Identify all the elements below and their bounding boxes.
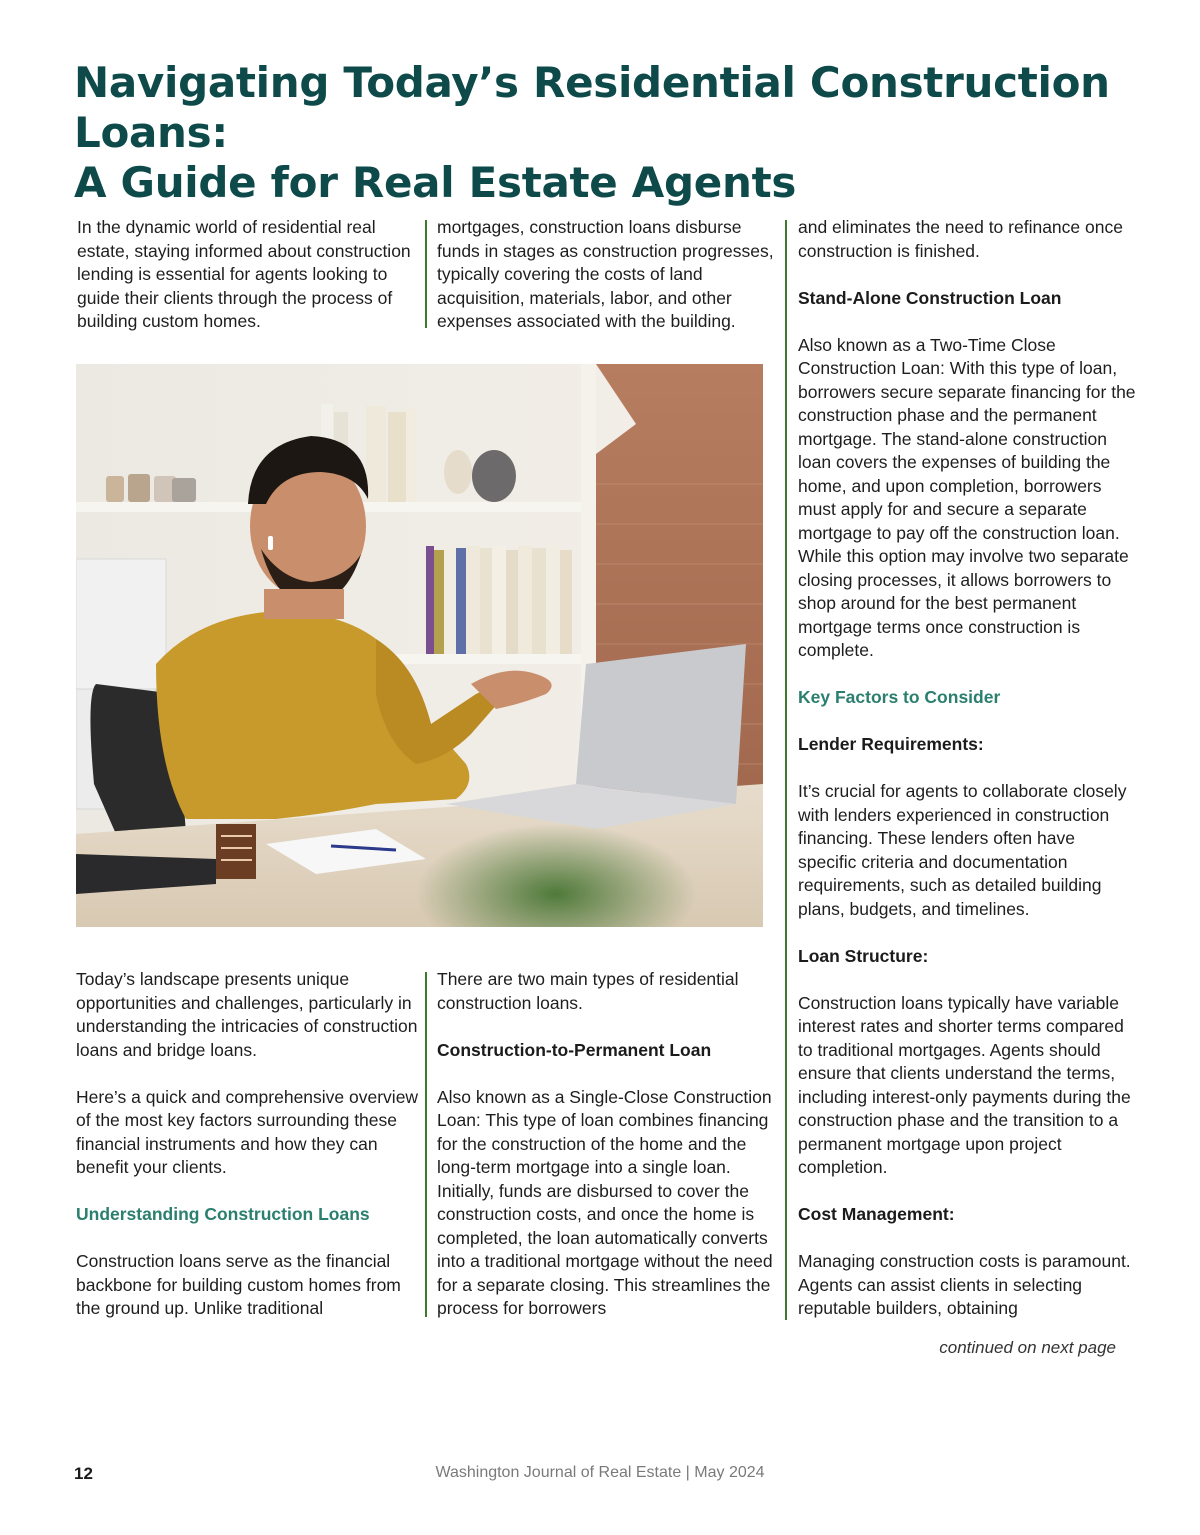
subheading: Construction-to-Permanent Loan: [437, 1039, 712, 1060]
paragraph: Here’s a quick and comprehensive overview of the most key factors surrounding these financial instruments and how they can benefit your clients.: [76, 1086, 419, 1177]
article-photo: [76, 364, 763, 927]
subheading: Cost Management:: [798, 1204, 955, 1224]
column-3: [798, 216, 1136, 1321]
section-heading: Key Factors to Consider: [798, 687, 1001, 707]
continued-note: continued on next page: [939, 1338, 1116, 1357]
title-line-1: Navigating Today’s Residential Construction Loans:: [74, 58, 1110, 157]
column-2-top: [437, 216, 782, 334]
column-divider: [785, 220, 787, 1320]
paragraph: Managing construction costs is paramount. Agents can assist clients in selecting reputable builders, obtaining: [798, 1251, 1131, 1318]
column-divider: [425, 220, 427, 328]
column-2-bottom: [437, 968, 779, 1321]
paragraph: Today’s landscape presents unique opportunities and challenges, particularly in understanding the intricacies of construction loans and bridge loans.: [76, 969, 418, 1060]
paragraph: Construction loans serve as the financial backbone for building custom homes from the ground up. Unlike traditional: [76, 1251, 401, 1318]
paragraph: mortgages, construction loans disburse funds in stages as construction progresses, typically covering the costs of land acquisition, materials, labor, and other expenses associated with the building.: [437, 217, 774, 331]
subheading: Loan Structure:: [798, 945, 929, 966]
page-number: 12: [74, 1464, 93, 1483]
column-divider: [425, 972, 427, 1317]
paragraph: There are two main types of residential construction loans.: [437, 969, 739, 1013]
paragraph: Also known as a Single-Close Construction Loan: This type of loan combines financing for the construction of the home and the long-term mortgage into a single loan. Initially, funds are disbursed to cover the construction costs, and once the home is completed, the loan automatically converts into a traditional mortgage without the need for a separate closing. This streamlines the process for borrowers: [437, 1086, 773, 1318]
column-1-bottom: [76, 968, 421, 1321]
paragraph: Construction loans typically have variable interest rates and shorter terms compared to traditional mortgages. Agents should ensure that clients understand the terms, including interest-only payments during the construction phase and the transition to a permanent mortgage upon project completion.: [798, 992, 1131, 1177]
subheading: Lender Requirements:: [798, 734, 984, 754]
footer-publication: Washington Journal of Real Estate | May 2024: [435, 1464, 765, 1481]
title-line-2: A Guide for Real Estate Agents: [74, 158, 797, 207]
paragraph: It’s crucial for agents to collaborate closely with lenders experienced in construction financing. These lenders often have specific criteria and documentation requirements, such as detailed building plans, budgets, and timelines.: [798, 781, 1127, 919]
column-1-top: [77, 216, 422, 334]
subheading: Stand-Alone Construction Loan: [798, 287, 1062, 308]
intro-paragraph: In the dynamic world of residential real estate, staying informed about construction lending is essential for agents looking to guide their clients through the process of building custom homes.: [77, 217, 411, 331]
section-heading: Understanding Construction Loans: [76, 1204, 370, 1224]
article-title: [74, 58, 1174, 208]
paragraph: and eliminates the need to refinance once construction is finished.: [798, 217, 1123, 261]
paragraph: Also known as a Two-Time Close Construction Loan: With this type of loan, borrowers secure separate financing for the construction phase and the permanent mortgage. The stand-alone construction loan covers the expenses of building the home, and upon completion, borrowers must apply for and secure a separate mortgage to pay off the construction loan. While this option may involve two separate closing processes, it allows borrowers to shop around for the best permanent mortgage terms once construction is complete.: [798, 334, 1136, 660]
